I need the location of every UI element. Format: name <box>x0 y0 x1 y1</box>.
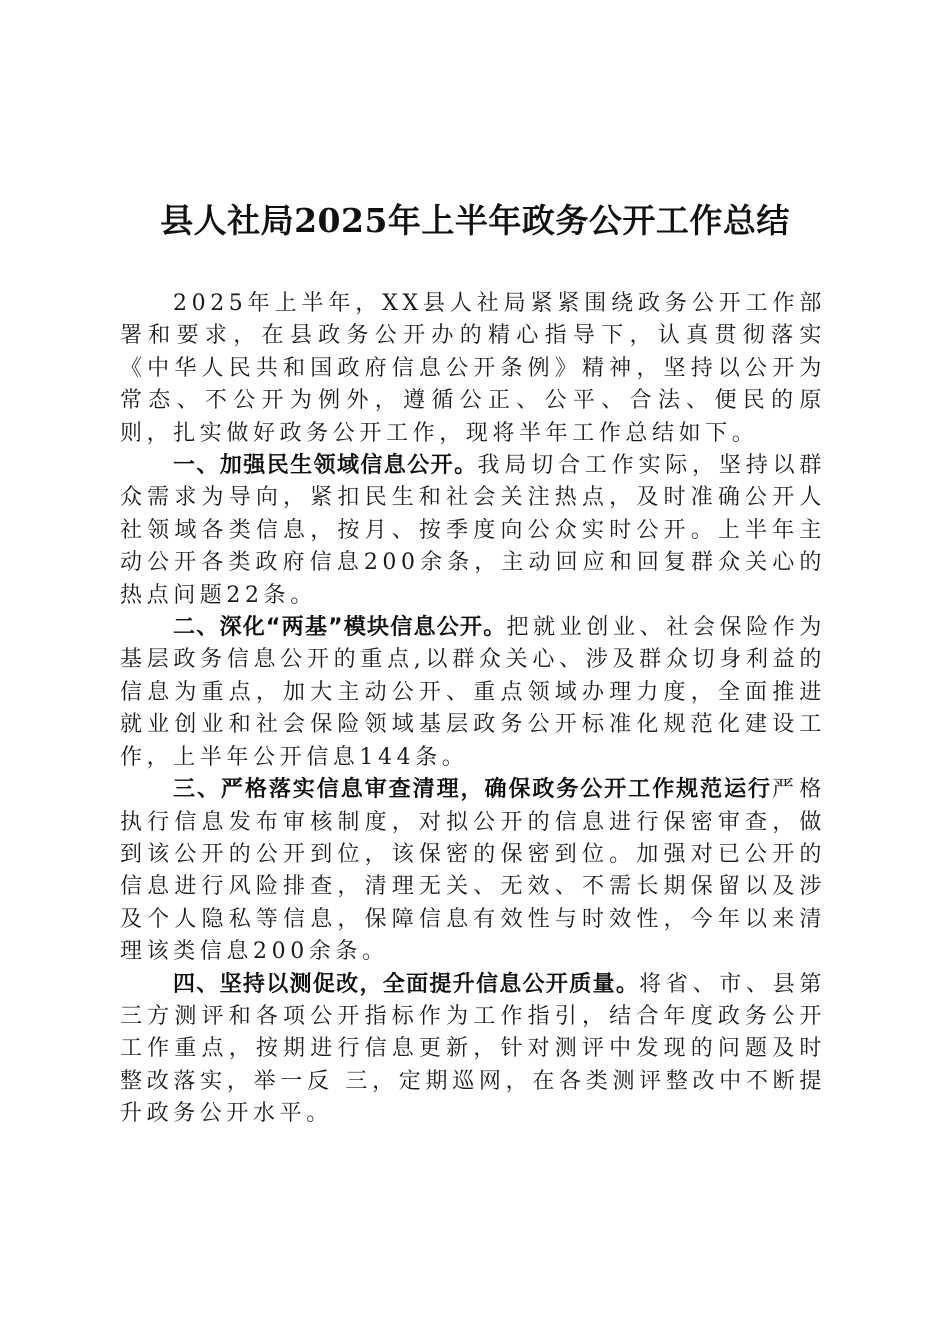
section-text-2: 把就业创业、社会保险作为基层政务信息公开的重点,以群众关心、涉及群众切身利益的信息为重点，加大主动公开、重点领域办理力度，全面推进就业创业和社会保险领域基层政务公开标准化规范化建设工作，上半年公开信息144条。 <box>120 615 827 770</box>
document-body <box>120 288 826 1131</box>
section-text-4: 将省、市、县第三方测评和各项公开指标作为工作指引，结合年度政务公开工作重点，按期进行信息更新，针对测评中发现的问题及时整改落实，举一反 三，定期巡网，在各类测评整改中不断提升政务公开水平。 <box>120 971 826 1127</box>
section-paragraph-2 <box>120 612 826 774</box>
section-text-1: 我局切合工作实际，坚持以群众需求为导向，紧扣民生和社会关注热点，及时准确公开人社领域各类信息，按月、按季度向公众实时公开。上半年主动公开各类政府信息200余条，主动回应和回复群众关心的热点问题22条。 <box>120 453 826 608</box>
document-title: 县人社局2025年上半年政务公开工作总结 <box>160 201 790 240</box>
section-heading-2: 二、深化“两基”模块信息公开。 <box>173 615 507 641</box>
section-heading-3: 三、严格落实信息审查清理，确保政务公开工作规范运行 <box>173 777 773 803</box>
intro-paragraph: 2025年上半年，XX县人社局紧紧围绕政务公开工作部署和要求，在县政务公开办的精心指导下，认真贯彻落实《中华人民共和国政府信息公开条例》精神，坚持以公开为常态、不公开为例外，遵循公正、公平、合法、便民的原则，扎实做好政务公开工作，现将半年工作总结如下。 <box>120 291 826 446</box>
section-heading-4: 四、坚持以测促改，全面提升信息公开质量。 <box>173 971 640 997</box>
section-paragraph-3 <box>120 774 826 968</box>
section-text-3: 严格执行信息发布审核制度，对拟公开的信息进行保密审查，做到该公开的公开到位，该保密的保密到位。加强对已公开的信息进行风险排查，清理无关、无效、不需长期保留以及涉及个人隐私等信息，保障信息有效性与时效性，今年以来清理该类信息200余条。 <box>120 777 826 965</box>
section-paragraph-1 <box>120 450 826 612</box>
section-paragraph-4 <box>120 969 826 1131</box>
section-heading-1: 一、加强民生领域信息公开。 <box>173 453 478 479</box>
